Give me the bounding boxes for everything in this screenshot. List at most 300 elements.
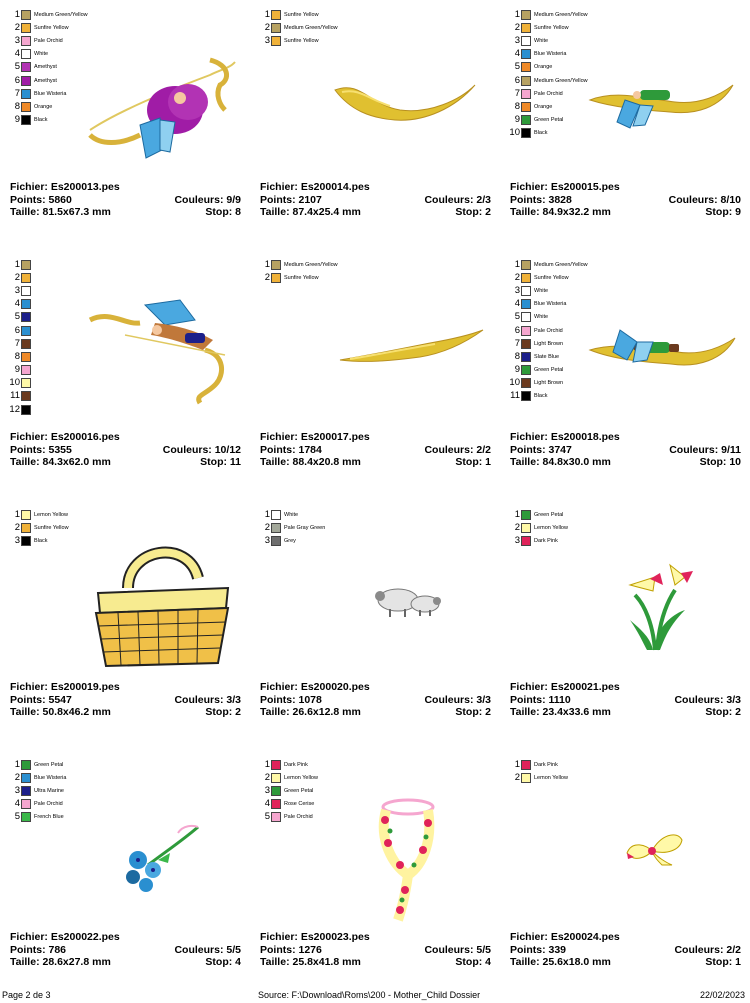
color-swatch-row	[9, 74, 88, 87]
color-index: 2	[14, 771, 20, 783]
color-swatch	[521, 62, 531, 72]
color-list	[509, 508, 568, 548]
color-swatch	[521, 510, 531, 520]
color-swatch-row	[509, 771, 568, 784]
color-swatch-row	[509, 61, 588, 74]
color-name: Light Brown	[534, 380, 564, 387]
design-size: Taille: 84.9x32.2 mm	[510, 206, 611, 218]
color-swatch	[21, 273, 31, 283]
file-name: Fichier: Es200013.pes	[10, 181, 120, 193]
color-swatch	[521, 365, 531, 375]
color-index: 1	[514, 508, 520, 520]
colors-count: Couleurs: 2/3	[424, 193, 491, 206]
color-name: Medium Green/Yellow	[534, 261, 588, 268]
design-info	[260, 931, 491, 969]
color-swatch	[271, 760, 281, 770]
color-swatch	[271, 812, 281, 822]
color-index: 9	[14, 364, 20, 376]
file-name: Fichier: Es200023.pes	[260, 931, 370, 943]
color-swatch	[271, 10, 281, 20]
color-name: Green Petal	[534, 511, 564, 518]
color-list	[259, 258, 338, 284]
color-index: 2	[264, 771, 270, 783]
color-swatch-row	[9, 34, 88, 47]
color-list	[509, 258, 588, 403]
color-name: Green Petal	[284, 787, 314, 794]
color-index: 9	[514, 364, 520, 376]
color-swatch-row	[259, 784, 318, 797]
color-index: 3	[514, 284, 520, 296]
color-swatch-row	[509, 350, 588, 363]
color-swatch-row	[9, 784, 66, 797]
color-name: Lemon Yellow	[534, 524, 568, 531]
color-index: 3	[14, 534, 20, 546]
color-swatch	[21, 510, 31, 520]
color-swatch	[271, 773, 281, 783]
file-name: Fichier: Es200018.pes	[510, 431, 620, 443]
blue-flower-bouquet-embroidery	[118, 815, 208, 900]
design-cell	[500, 750, 750, 1000]
color-swatch	[21, 102, 31, 112]
color-swatch-row	[9, 87, 88, 100]
design-cell	[0, 750, 250, 1000]
color-swatch-row	[9, 100, 88, 113]
design-info	[260, 431, 491, 469]
design-size: Taille: 28.6x27.8 mm	[10, 956, 111, 968]
hair-bow-embroidery	[622, 825, 692, 870]
color-name: Medium Green/Yellow	[534, 77, 588, 84]
color-swatch-row	[9, 298, 34, 311]
design-size: Taille: 25.6x18.0 mm	[510, 956, 611, 968]
color-name: Dark Pink	[534, 537, 558, 544]
color-name: Black	[34, 117, 48, 124]
color-name: Sunfire Yellow	[534, 24, 569, 31]
color-index: 3	[514, 34, 520, 46]
color-swatch-row	[259, 758, 318, 771]
color-name: Sunfire Yellow	[34, 524, 69, 531]
color-swatch	[21, 405, 31, 415]
color-index: 6	[14, 74, 20, 86]
color-swatch-row	[509, 271, 588, 284]
color-name: Pale Orchid	[34, 801, 63, 808]
color-index: 1	[14, 258, 20, 270]
color-swatch	[521, 760, 531, 770]
color-index: 2	[514, 521, 520, 533]
color-swatch-row	[9, 534, 69, 547]
color-list	[259, 508, 325, 548]
color-swatch-row	[509, 324, 588, 337]
color-index: 11	[10, 390, 20, 402]
design-cell	[0, 500, 250, 750]
color-name: Sunfire Yellow	[534, 274, 569, 281]
color-swatch-row	[9, 114, 88, 127]
color-index: 4	[514, 298, 520, 310]
color-swatch	[521, 312, 531, 322]
color-index: 3	[14, 34, 20, 46]
flying-fairy-embroidery	[585, 70, 735, 135]
color-swatch-row	[9, 403, 34, 416]
design-info	[10, 431, 241, 469]
file-name: Fichier: Es200020.pes	[260, 681, 370, 693]
color-swatch-row	[9, 48, 88, 61]
points-count: Points: 3828	[510, 193, 572, 206]
design-size: Taille: 88.4x20.8 mm	[260, 456, 361, 468]
colors-count: Couleurs: 10/12	[162, 443, 241, 456]
design-size: Taille: 25.8x41.8 mm	[260, 956, 361, 968]
color-swatch	[271, 536, 281, 546]
color-name: Green Petal	[34, 761, 64, 768]
color-swatch-row	[509, 48, 588, 61]
color-list	[509, 8, 588, 140]
color-index: 5	[514, 61, 520, 73]
color-index: 1	[14, 508, 20, 520]
file-name: Fichier: Es200017.pes	[260, 431, 370, 443]
color-swatch	[521, 49, 531, 59]
design-size: Taille: 26.6x12.8 mm	[260, 706, 361, 718]
color-swatch	[271, 510, 281, 520]
design-info	[10, 681, 241, 719]
color-swatch-row	[9, 798, 66, 811]
colors-count: Couleurs: 8/10	[668, 193, 741, 206]
color-index: 9	[14, 114, 20, 126]
stop-count: Stop: 1	[455, 456, 491, 468]
colors-count: Couleurs: 3/3	[174, 693, 241, 706]
points-count: Points: 1784	[260, 443, 322, 456]
color-name: Pale Orchid	[34, 37, 63, 44]
color-swatch-row	[259, 34, 338, 47]
colors-count: Couleurs: 5/5	[174, 943, 241, 956]
color-swatch-row	[259, 21, 338, 34]
color-swatch-row	[509, 87, 588, 100]
color-swatch-row	[9, 364, 34, 377]
color-swatch-row	[509, 534, 568, 547]
design-info	[510, 931, 741, 969]
color-swatch	[521, 10, 531, 20]
color-swatch-row	[9, 21, 88, 34]
design-cell	[0, 0, 250, 250]
color-name: Medium Green/Yellow	[534, 11, 588, 18]
file-name: Fichier: Es200019.pes	[10, 681, 120, 693]
design-size: Taille: 84.3x62.0 mm	[10, 456, 111, 468]
color-swatch-row	[509, 74, 588, 87]
color-index: 9	[514, 114, 520, 126]
color-swatch-row	[9, 258, 34, 271]
color-index: 10	[509, 127, 520, 139]
color-swatch	[521, 286, 531, 296]
color-index: 2	[14, 271, 20, 283]
color-swatch	[271, 786, 281, 796]
color-name: Lemon Yellow	[34, 511, 68, 518]
color-index: 5	[14, 61, 20, 73]
color-index: 7	[14, 337, 20, 349]
design-info	[510, 181, 741, 219]
color-name: White	[534, 314, 549, 321]
color-index: 1	[264, 8, 270, 20]
color-swatch-row	[509, 34, 588, 47]
color-swatch-row	[509, 390, 588, 403]
file-name: Fichier: Es200021.pes	[510, 681, 620, 693]
color-swatch	[21, 260, 31, 270]
file-name: Fichier: Es200022.pes	[10, 931, 120, 943]
color-swatch-row	[9, 811, 66, 824]
color-index: 5	[514, 311, 520, 323]
design-cell	[0, 250, 250, 500]
color-swatch	[521, 391, 531, 401]
color-index: 1	[264, 508, 270, 520]
daffodil-embroidery	[625, 555, 705, 655]
color-index: 3	[514, 534, 520, 546]
color-index: 2	[14, 21, 20, 33]
color-name: Grey	[284, 537, 296, 544]
color-swatch	[21, 378, 31, 388]
color-swatch-row	[259, 521, 325, 534]
color-index: 2	[264, 271, 270, 283]
color-index: 7	[514, 87, 520, 99]
color-swatch-row	[9, 771, 66, 784]
color-index: 4	[514, 48, 520, 60]
color-swatch	[21, 352, 31, 362]
color-swatch-row	[9, 758, 66, 771]
color-swatch-row	[259, 271, 338, 284]
fairy-archer-embroidery	[85, 295, 245, 405]
design-info	[510, 681, 741, 719]
color-swatch	[521, 273, 531, 283]
color-swatch	[21, 339, 31, 349]
color-index: 2	[14, 521, 20, 533]
color-index: 2	[264, 21, 270, 33]
color-index: 11	[510, 390, 520, 402]
color-swatch	[21, 76, 31, 86]
color-index: 6	[14, 324, 20, 336]
color-name: Blue Wisteria	[34, 774, 67, 781]
design-cell	[250, 500, 500, 750]
color-swatch	[21, 10, 31, 20]
color-index: 8	[14, 350, 20, 362]
design-info	[10, 931, 241, 969]
picnic-basket-embroidery	[88, 538, 238, 668]
color-swatch-row	[9, 377, 34, 390]
color-swatch-row	[509, 337, 588, 350]
color-swatch-row	[9, 350, 34, 363]
points-count: Points: 1078	[260, 693, 322, 706]
color-name: French Blue	[34, 814, 64, 821]
report-date: 22/02/2023	[700, 990, 746, 1000]
color-name: Sunfire Yellow	[284, 37, 319, 44]
color-swatch	[21, 760, 31, 770]
color-list	[9, 758, 66, 824]
color-index: 5	[14, 311, 20, 323]
color-index: 4	[14, 48, 20, 60]
color-swatch	[21, 786, 31, 796]
color-swatch-row	[509, 114, 588, 127]
points-count: Points: 2107	[260, 193, 322, 206]
color-name: Amethyst	[34, 64, 57, 71]
points-count: Points: 5860	[10, 193, 72, 206]
color-index: 3	[14, 284, 20, 296]
flower-garland-embroidery	[368, 795, 448, 925]
flying-fairy-embroidery	[585, 320, 740, 385]
points-count: Points: 1110	[510, 693, 571, 706]
color-swatch	[271, 273, 281, 283]
file-name: Fichier: Es200024.pes	[510, 931, 620, 943]
color-name: Orange	[34, 103, 53, 110]
color-index: 1	[514, 8, 520, 20]
color-swatch-row	[9, 508, 69, 521]
design-size: Taille: 50.8x46.2 mm	[10, 706, 111, 718]
color-swatch	[21, 89, 31, 99]
stop-count: Stop: 9	[705, 206, 741, 218]
color-swatch	[271, 799, 281, 809]
sheep-embroidery	[370, 582, 450, 622]
color-name: Black	[34, 537, 48, 544]
color-list	[509, 758, 568, 784]
color-name: Dark Pink	[534, 761, 558, 768]
color-index: 1	[264, 258, 270, 270]
color-swatch-row	[9, 324, 34, 337]
design-cell	[500, 250, 750, 500]
color-swatch-row	[9, 311, 34, 324]
points-count: Points: 786	[10, 943, 67, 956]
color-swatch	[271, 523, 281, 533]
design-cell	[500, 0, 750, 250]
points-count: Points: 3747	[510, 443, 572, 456]
design-size: Taille: 84.8x30.0 mm	[510, 456, 611, 468]
color-index: 6	[514, 74, 520, 86]
points-count: Points: 1276	[260, 943, 322, 956]
color-index: 6	[514, 324, 520, 336]
color-index: 7	[514, 337, 520, 349]
color-name: Green Petal	[534, 367, 564, 374]
color-swatch-row	[259, 8, 338, 21]
color-swatch	[521, 536, 531, 546]
color-swatch-row	[259, 508, 325, 521]
color-swatch	[21, 536, 31, 546]
color-index: 3	[14, 784, 20, 796]
color-swatch-row	[509, 21, 588, 34]
color-name: White	[534, 287, 549, 294]
color-index: 8	[514, 350, 520, 362]
color-swatch-row	[509, 258, 588, 271]
golden-flourish-embroidery	[330, 70, 480, 130]
stop-count: Stop: 1	[705, 956, 741, 968]
stop-count: Stop: 10	[699, 456, 741, 468]
color-index: 2	[514, 771, 520, 783]
design-info	[260, 681, 491, 719]
file-name: Fichier: Es200014.pes	[260, 181, 370, 193]
color-swatch	[521, 378, 531, 388]
color-swatch	[521, 76, 531, 86]
color-name: Medium Green/Yellow	[34, 11, 88, 18]
color-swatch	[521, 115, 531, 125]
color-name: Pale Orchid	[534, 327, 563, 334]
colors-count: Couleurs: 5/5	[424, 943, 491, 956]
design-cell	[250, 0, 500, 250]
stop-count: Stop: 8	[205, 206, 241, 218]
stop-count: Stop: 4	[455, 956, 491, 968]
color-name: Light Brown	[534, 340, 564, 347]
color-name: Green Petal	[534, 117, 564, 124]
color-swatch-row	[509, 284, 588, 297]
stop-count: Stop: 2	[205, 706, 241, 718]
color-index: 8	[514, 100, 520, 112]
color-name: Sunfire Yellow	[284, 11, 319, 18]
color-swatch-row	[509, 298, 588, 311]
color-list	[259, 758, 318, 824]
color-name: Lemon Yellow	[284, 774, 318, 781]
design-info	[510, 431, 741, 469]
color-index: 2	[514, 271, 520, 283]
color-name: Rose Cerise	[284, 801, 315, 808]
color-name: Ultra Marine	[34, 787, 64, 794]
colors-count: Couleurs: 3/3	[424, 693, 491, 706]
color-swatch-row	[9, 337, 34, 350]
stop-count: Stop: 2	[455, 206, 491, 218]
color-swatch	[21, 49, 31, 59]
file-name: Fichier: Es200016.pes	[10, 431, 120, 443]
color-swatch-row	[509, 364, 588, 377]
color-index: 5	[264, 811, 270, 823]
stop-count: Stop: 11	[200, 456, 241, 468]
color-name: Sunfire Yellow	[284, 274, 319, 281]
design-info	[260, 181, 491, 219]
color-swatch	[521, 326, 531, 336]
colors-count: Couleurs: 3/3	[674, 693, 741, 706]
color-swatch	[521, 36, 531, 46]
design-cell	[250, 750, 500, 1000]
color-swatch-row	[259, 534, 325, 547]
color-swatch	[21, 326, 31, 336]
color-name: Slate Blue	[534, 353, 560, 360]
color-name: Black	[534, 393, 548, 400]
color-swatch-row	[509, 127, 588, 140]
color-index: 3	[264, 534, 270, 546]
color-index: 4	[14, 798, 20, 810]
color-swatch-row	[259, 811, 318, 824]
color-swatch	[521, 339, 531, 349]
color-index: 1	[14, 8, 20, 20]
color-swatch-row	[509, 377, 588, 390]
color-swatch	[271, 260, 281, 270]
fairy-with-bow-embroidery	[80, 50, 240, 170]
color-swatch	[21, 391, 31, 401]
color-name: Pale Gray Green	[284, 524, 326, 531]
color-swatch-row	[9, 284, 34, 297]
design-size: Taille: 81.5x67.3 mm	[10, 206, 111, 218]
color-swatch	[521, 299, 531, 309]
color-index: 2	[514, 21, 520, 33]
color-name: Medium Green/Yellow	[284, 24, 338, 31]
color-index: 3	[264, 784, 270, 796]
color-name: Pale Orchid	[284, 814, 313, 821]
color-name: White	[534, 37, 549, 44]
color-swatch-row	[9, 390, 34, 403]
color-swatch-row	[509, 100, 588, 113]
color-swatch	[521, 128, 531, 138]
color-swatch	[21, 23, 31, 33]
design-size: Taille: 87.4x25.4 mm	[260, 206, 361, 218]
color-swatch-row	[509, 521, 568, 534]
colors-count: Couleurs: 9/11	[669, 443, 741, 456]
color-swatch-row	[509, 508, 568, 521]
color-swatch	[21, 62, 31, 72]
color-list	[9, 258, 34, 416]
design-size: Taille: 23.4x33.6 mm	[510, 706, 611, 718]
color-index: 8	[14, 100, 20, 112]
color-swatch-row	[9, 521, 69, 534]
color-index: 4	[264, 798, 270, 810]
color-swatch	[21, 812, 31, 822]
color-swatch	[521, 773, 531, 783]
